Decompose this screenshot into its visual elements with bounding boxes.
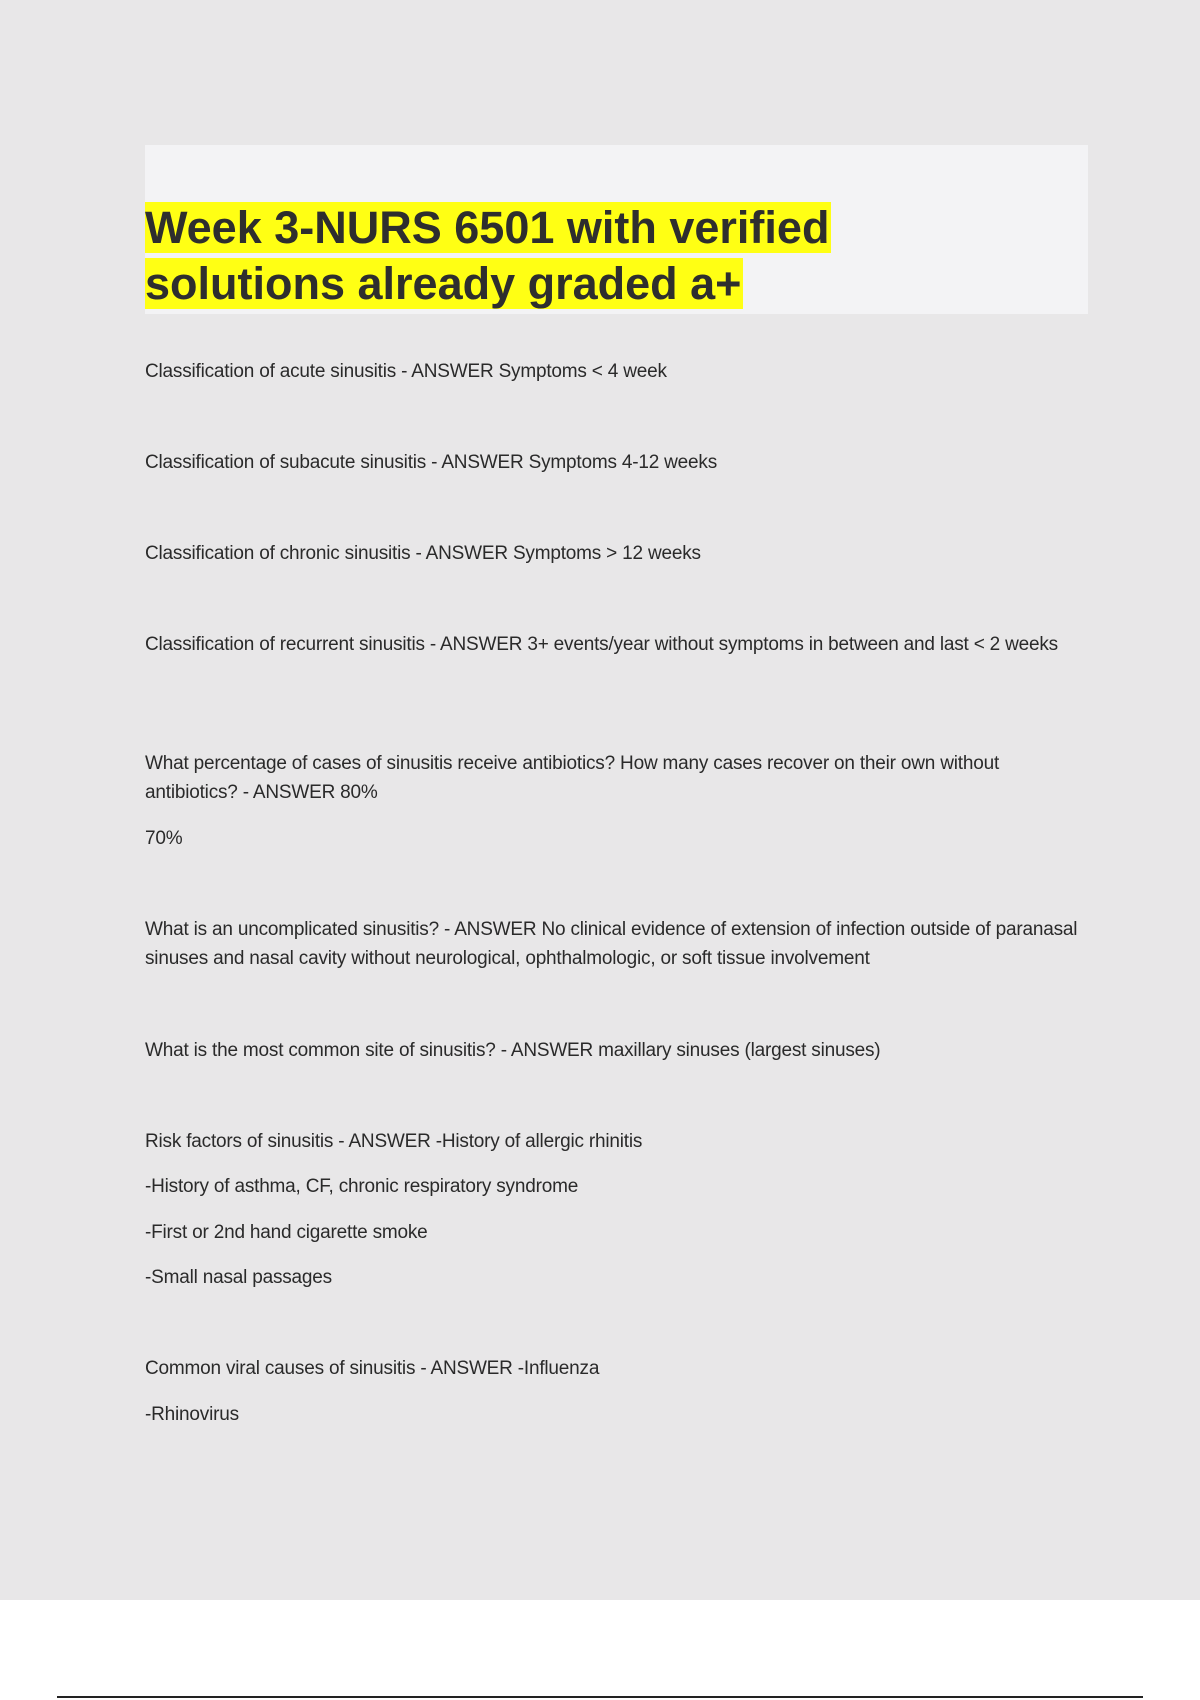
document-title xyxy=(145,200,945,312)
qa-item-risk-factors: Risk factors of sinusitis - ANSWER -History of allergic rhinitis xyxy=(145,1131,643,1152)
footer-divider xyxy=(57,1696,1143,1698)
qa-item-recurrent: Classification of recurrent sinusitis - ANSWER 3+ events/year without symptoms in between and last < 2 weeks xyxy=(145,634,1058,655)
qa-item-acute: Classification of acute sinusitis - ANSWER Symptoms < 4 week xyxy=(145,361,667,382)
list-item: -Small nasal passages xyxy=(145,1267,332,1288)
list-item: -History of asthma, CF, chronic respiratory syndrome xyxy=(145,1176,579,1197)
list-item: -Rhinovirus xyxy=(145,1404,239,1425)
qa-item-common-site: What is the most common site of sinusitis? - ANSWER maxillary sinuses (largest sinuses) xyxy=(145,1040,881,1061)
list-item: -First or 2nd hand cigarette smoke xyxy=(145,1222,428,1243)
qa-item-antibiotics-continuation: 70% xyxy=(145,828,183,849)
qa-item-viral-causes: Common viral causes of sinusitis - ANSWER -Influenza xyxy=(145,1358,600,1379)
qa-item-uncomplicated: What is an uncomplicated sinusitis? - ANSWER No clinical evidence of extension of infection outside of paranasal sinuses and nasal cavity without neurological, ophthalmologic, or soft tissue involvement xyxy=(145,919,1078,969)
qa-item-chronic: Classification of chronic sinusitis - ANSWER Symptoms > 12 weeks xyxy=(145,543,701,564)
title-highlight: Week 3-NURS 6501 with verified solutions already graded a+ xyxy=(145,202,830,309)
qa-item-subacute: Classification of subacute sinusitis - ANSWER Symptoms 4-12 weeks xyxy=(145,452,717,473)
qa-item-antibiotics: What percentage of cases of sinusitis receive antibiotics? How many cases recover on their own without antibiotics? - ANSWER 80% xyxy=(145,753,1000,803)
